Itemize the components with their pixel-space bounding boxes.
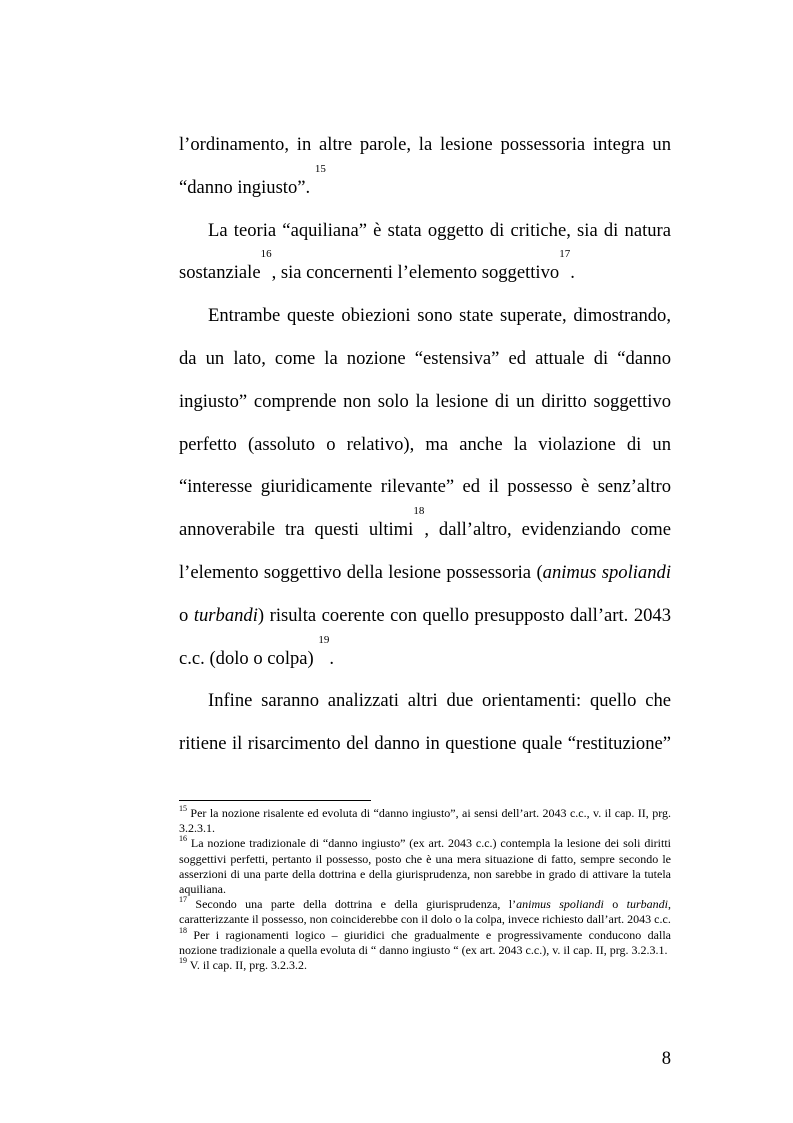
footnote-text: La nozione tradizionale di “danno ingiusto” (ex art. 2043 c.c.) contempla la lesione dei soli diritti soggettivi perfetti, pertanto il possesso, posto che è una mera situazione di fatto, sempre secondo le asserzioni di una parte della dottrina e della giurisprudenza, non sarebbe in grado di attivare la tutela aquiliana. [179, 836, 671, 897]
footnote-18 [179, 925, 671, 958]
paragraph-text: ) risulta coerente con quello presupposto dall’art. 2043 c.c. (dolo o colpa) [179, 604, 672, 669]
footnote-ref-15[interactable]: 15 [314, 162, 326, 175]
paragraph-text: . [570, 262, 575, 284]
paragraph-text: . [329, 647, 335, 669]
italic-term: turbandi [193, 604, 258, 626]
footnote-ref-19[interactable]: 19 [318, 633, 330, 646]
footnote-ref-16[interactable]: 16 [260, 248, 272, 261]
footnote-17 [179, 897, 671, 927]
paragraph-text: Entrambe queste obiezioni sono state superate, dimostrando, da un lato, come la nozione “estensiva” ed attuale di “danno ingiusto” comprende non solo la lesione di un diritto soggettivo perfetto (assoluto o relativo), ma anche la violazione di un “interesse giuridicamente rilevante” ed il possesso è senz’altro annoverabile tra questi ultimi [179, 305, 671, 541]
footnote-text: Secondo una parte della dottrina e della giurisprudenza, l’ [187, 897, 517, 912]
paragraph-text: o [179, 604, 194, 626]
body-text [179, 124, 671, 766]
paragraph-1 [179, 124, 671, 210]
footnote-number: 19 [179, 956, 187, 966]
footnote-ref-18[interactable]: 18 [413, 505, 425, 518]
italic-term: animus spoliandi [542, 561, 671, 583]
footnote-text: o [603, 897, 627, 912]
paragraph-text: , sia concernenti l’elemento soggettivo [271, 262, 560, 284]
footnotes [179, 806, 671, 973]
page-number: 8 [661, 1048, 671, 1069]
footnote-number: 17 [179, 895, 187, 905]
paragraph-text: l’ordinamento, in altre parole, la lesione possessoria integra un “danno ingiusto”. [179, 134, 671, 198]
footnote-ref-17[interactable]: 17 [559, 248, 571, 261]
italic-term: animus spoliandi [516, 897, 604, 912]
footnote-number: 16 [179, 834, 187, 844]
footnote-text: , caratterizzante il possesso, non coinciderebbe con il dolo o la colpa, invece richiesto dall’art. 2043 c.c. [179, 897, 672, 927]
footnote-separator [179, 800, 371, 801]
italic-term: turbandi [626, 897, 669, 912]
paragraph-text: , dall’altro, evidenziando come l’elemento soggettivo della lesione possessoria ( [179, 519, 671, 583]
paragraph-2 [179, 210, 671, 296]
footnote-text: Per la nozione risalente ed evoluta di “danno ingiusto”, ai sensi dell’art. 2043 c.c., v. il cap. II, prg. 3.2.3.1. [179, 806, 671, 836]
paragraph-4 [179, 680, 671, 766]
paragraph-text: Infine saranno analizzati altri due orientamenti: quello che ritiene il risarcimento del danno in questione quale “restituzione” [179, 690, 671, 755]
footnote-15 [179, 806, 671, 836]
footnote-number: 15 [179, 804, 187, 813]
paragraph-text: La teoria “aquiliana” è stata oggetto di critiche, sia di natura sostanziale [179, 219, 671, 284]
footnote-text: V. il cap. II, prg. 3.2.3.2. [187, 958, 307, 973]
footnote-text: Per i ragionamenti logico – giuridici che gradualmente e progressivamente conducono dalla nozione tradizionale a quella evoluta di “ danno ingiusto “ (ex art. 2043 c.c.), v. il cap. II, prg. 3.2.3.1. [179, 927, 671, 957]
footnote-16 [179, 836, 671, 897]
footnote-number: 18 [179, 925, 187, 935]
paragraph-3 [179, 295, 671, 680]
footnote-19 [179, 958, 671, 973]
